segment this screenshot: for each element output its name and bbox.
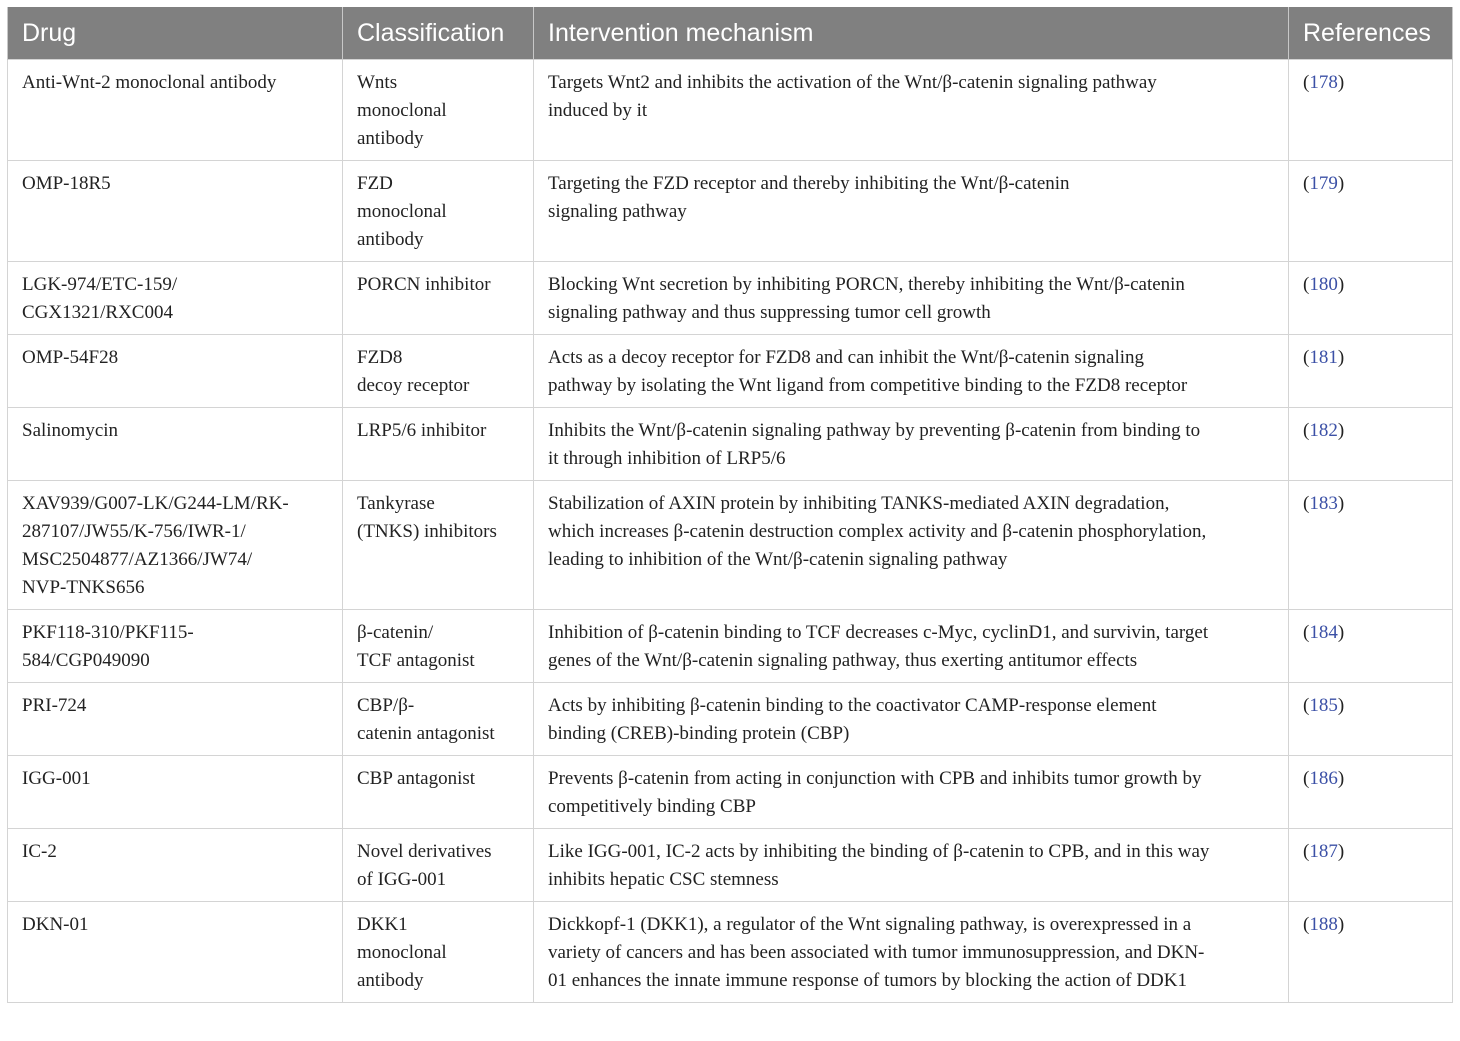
cell-drug [8, 408, 343, 481]
table-row [8, 408, 1453, 481]
cell-classification-line: DKK1 [357, 914, 408, 935]
cell-mechanism-line: Targets Wnt2 and inhibits the activation of the Wnt/β-catenin signaling pathway [548, 72, 1157, 93]
table-row [8, 829, 1453, 902]
cell-drug [8, 683, 343, 756]
header-classification: Classification [343, 7, 534, 60]
cell-mechanism [534, 262, 1289, 335]
cell-mechanism-line: 01 enhances the innate immune response of tumors by blocking the action of DDK1 [548, 970, 1187, 991]
table-row [8, 481, 1453, 610]
cell-classification [343, 161, 534, 262]
cell-reference: (182) [1289, 408, 1453, 481]
cell-mechanism [534, 683, 1289, 756]
cell-drug [8, 335, 343, 408]
cell-mechanism-line: signaling pathway [548, 201, 687, 222]
cell-classification-line: TCF antagonist [357, 650, 475, 671]
cell-drug [8, 610, 343, 683]
cell-reference: (180) [1289, 262, 1453, 335]
reference-link[interactable]: 183 [1309, 493, 1338, 514]
cell-mechanism [534, 408, 1289, 481]
reference-link[interactable]: 188 [1309, 914, 1338, 935]
drug-table [7, 7, 1453, 1003]
header-row [8, 7, 1453, 60]
cell-mechanism-line: Stabilization of AXIN protein by inhibiting TANKS-mediated AXIN degradation, [548, 493, 1170, 514]
reference-link[interactable]: 182 [1309, 420, 1338, 441]
cell-mechanism-line: inhibits hepatic CSC stemness [548, 869, 779, 890]
cell-classification-line: Tankyrase [357, 493, 435, 514]
cell-mechanism-line: Blocking Wnt secretion by inhibiting PORCN, thereby inhibiting the Wnt/β-catenin [548, 274, 1185, 295]
cell-classification [343, 610, 534, 683]
cell-mechanism-line: leading to inhibition of the Wnt/β-catenin signaling pathway [548, 549, 1008, 570]
cell-classification-line: antibody [357, 229, 424, 250]
cell-drug-line: 287107/JW55/K-756/IWR-1/ [22, 521, 246, 542]
cell-drug-line: 584/CGP049090 [22, 650, 150, 671]
cell-mechanism-line: variety of cancers and has been associated with tumor immunosuppression, and DKN- [548, 942, 1205, 963]
cell-classification-line: of IGG-001 [357, 869, 447, 890]
reference-link[interactable]: 186 [1309, 768, 1338, 789]
cell-drug-line: CGX1321/RXC004 [22, 302, 173, 323]
cell-classification [343, 481, 534, 610]
cell-classification-line: monoclonal [357, 942, 447, 963]
cell-reference: (188) [1289, 902, 1453, 1003]
cell-reference: (181) [1289, 335, 1453, 408]
cell-classification [343, 829, 534, 902]
cell-mechanism-line: Inhibits the Wnt/β-catenin signaling pathway by preventing β-catenin from binding to [548, 420, 1201, 441]
cell-drug-line: DKN-01 [22, 914, 89, 935]
cell-mechanism-line: induced by it [548, 100, 648, 121]
cell-classification-line: CBP antagonist [357, 768, 476, 789]
cell-mechanism-line: Acts as a decoy receptor for FZD8 and can inhibit the Wnt/β-catenin signaling [548, 347, 1145, 368]
cell-drug [8, 262, 343, 335]
cell-classification-line: LRP5/6 inhibitor [357, 420, 487, 441]
cell-classification-line: FZD8 [357, 347, 403, 368]
table-row [8, 60, 1453, 161]
reference-link[interactable]: 178 [1309, 72, 1338, 93]
cell-mechanism-line: Like IGG-001, IC-2 acts by inhibiting the binding of β-catenin to CPB, and in this way [548, 841, 1210, 862]
cell-mechanism [534, 481, 1289, 610]
table-body [8, 60, 1453, 1003]
table-row [8, 756, 1453, 829]
cell-classification-line: Novel derivatives [357, 841, 492, 862]
cell-drug-line: PRI-724 [22, 695, 87, 716]
cell-classification-line: antibody [357, 970, 424, 991]
table-row [8, 161, 1453, 262]
cell-classification-line: PORCN inhibitor [357, 274, 491, 295]
cell-drug [8, 902, 343, 1003]
cell-reference: (187) [1289, 829, 1453, 902]
cell-reference: (178) [1289, 60, 1453, 161]
cell-classification [343, 60, 534, 161]
cell-mechanism-line: Inhibition of β-catenin binding to TCF decreases c-Myc, cyclinD1, and survivin, target [548, 622, 1209, 643]
cell-drug [8, 756, 343, 829]
cell-mechanism [534, 335, 1289, 408]
cell-mechanism-line: it through inhibition of LRP5/6 [548, 448, 786, 469]
cell-drug-line: IC-2 [22, 841, 57, 862]
cell-mechanism-line: Prevents β-catenin from acting in conjunction with CPB and inhibits tumor growth by [548, 768, 1202, 789]
cell-classification [343, 408, 534, 481]
cell-classification-line: Wnts [357, 72, 398, 93]
header-references: References [1289, 7, 1453, 60]
cell-classification [343, 262, 534, 335]
cell-mechanism-line: pathway by isolating the Wnt ligand from competitive binding to the FZD8 receptor [548, 375, 1188, 396]
cell-mechanism-line: which increases β-catenin destruction complex activity and β-catenin phosphorylation, [548, 521, 1207, 542]
cell-drug-line: LGK-974/ETC-159/ [22, 274, 178, 295]
cell-drug-line: NVP-TNKS656 [22, 577, 145, 598]
cell-drug-line: PKF118-310/PKF115- [22, 622, 194, 643]
cell-classification-line: β-catenin/ [357, 622, 434, 643]
cell-reference: (183) [1289, 481, 1453, 610]
reference-link[interactable]: 184 [1309, 622, 1338, 643]
reference-link[interactable]: 181 [1309, 347, 1338, 368]
cell-mechanism-line: genes of the Wnt/β-catenin signaling pathway, thus exerting antitumor effects [548, 650, 1138, 671]
cell-classification-line: CBP/β- [357, 695, 415, 716]
cell-mechanism [534, 60, 1289, 161]
cell-reference: (185) [1289, 683, 1453, 756]
cell-drug [8, 161, 343, 262]
cell-drug [8, 481, 343, 610]
reference-link[interactable]: 180 [1309, 274, 1338, 295]
cell-drug-line: Salinomycin [22, 420, 119, 441]
table-row [8, 683, 1453, 756]
cell-classification-line: (TNKS) inhibitors [357, 521, 497, 542]
table-row [8, 262, 1453, 335]
cell-classification-line: antibody [357, 128, 424, 149]
header-drug: Drug [8, 7, 343, 60]
reference-link[interactable]: 185 [1309, 695, 1338, 716]
cell-reference: (184) [1289, 610, 1453, 683]
cell-mechanism-line: competitively binding CBP [548, 796, 756, 817]
table-row [8, 902, 1453, 1003]
cell-mechanism [534, 756, 1289, 829]
cell-drug-line: MSC2504877/AZ1366/JW74/ [22, 549, 253, 570]
cell-classification-line: FZD [357, 173, 393, 194]
cell-mechanism-line: Dickkopf-1 (DKK1), a regulator of the Wnt signaling pathway, is overexpressed in a [548, 914, 1192, 935]
cell-mechanism [534, 161, 1289, 262]
cell-mechanism-line: Acts by inhibiting β-catenin binding to the coactivator CAMP-response element [548, 695, 1157, 716]
cell-classification [343, 335, 534, 408]
cell-drug-line: OMP-54F28 [22, 347, 119, 368]
header-mechanism: Intervention mechanism [534, 7, 1289, 60]
table-header [8, 7, 1453, 60]
cell-drug [8, 60, 343, 161]
cell-mechanism [534, 902, 1289, 1003]
cell-classification [343, 683, 534, 756]
cell-drug [8, 829, 343, 902]
cell-mechanism [534, 829, 1289, 902]
cell-classification-line: monoclonal [357, 100, 447, 121]
reference-link[interactable]: 187 [1309, 841, 1338, 862]
cell-classification-line: catenin antagonist [357, 723, 495, 744]
cell-classification-line: monoclonal [357, 201, 447, 222]
cell-mechanism-line: Targeting the FZD receptor and thereby inhibiting the Wnt/β-catenin [548, 173, 1070, 194]
cell-drug-line: OMP-18R5 [22, 173, 111, 194]
cell-drug-line: Anti-Wnt-2 monoclonal antibody [22, 72, 277, 93]
cell-classification [343, 902, 534, 1003]
table-row [8, 610, 1453, 683]
cell-mechanism-line: binding (CREB)-binding protein (CBP) [548, 723, 850, 744]
cell-reference: (179) [1289, 161, 1453, 262]
cell-reference: (186) [1289, 756, 1453, 829]
cell-drug-line: IGG-001 [22, 768, 91, 789]
cell-drug-line: XAV939/G007-LK/G244-LM/RK- [22, 493, 289, 514]
cell-classification [343, 756, 534, 829]
table-row [8, 335, 1453, 408]
cell-mechanism-line: signaling pathway and thus suppressing tumor cell growth [548, 302, 991, 323]
cell-mechanism [534, 610, 1289, 683]
cell-classification-line: decoy receptor [357, 375, 470, 396]
reference-link[interactable]: 179 [1309, 173, 1338, 194]
